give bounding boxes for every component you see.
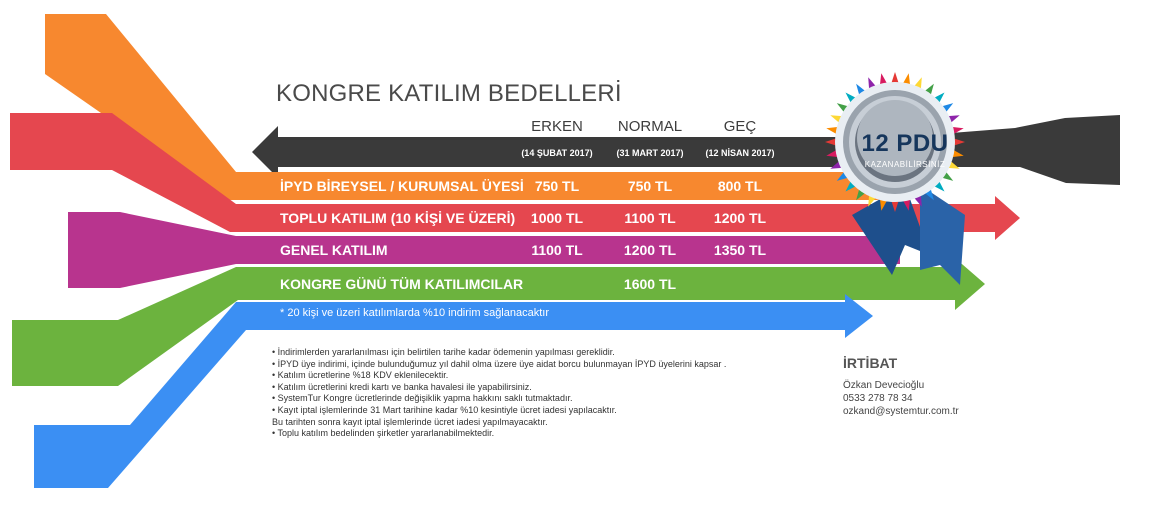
column-date-normal: (31 MART 2017) — [616, 148, 684, 158]
contact-name: Özkan Devecioğlu — [843, 380, 925, 391]
contact-heading: İRTİBAT — [843, 355, 898, 371]
list-item: • İPYD üye indirimi, içinde bulunduğumuz yıl dahil olma üzere üye aidat borcu bulunmayan İPYD üyelerini kapsar . — [272, 358, 727, 369]
page-title: KONGRE KATILIM BEDELLERİ — [276, 80, 622, 107]
column-header-normal: NORMAL — [617, 118, 683, 135]
price-member-normal: 750 TL — [627, 178, 673, 194]
row-label-congress-day: KONGRE GÜNÜ TÜM KATILIMCILAR — [280, 276, 524, 292]
column-header-erken: ERKEN — [531, 118, 583, 135]
row-label-member: İPYD BİREYSEL / KURUMSAL ÜYESİ — [280, 178, 524, 194]
column-header-gec: GEÇ — [723, 118, 757, 135]
price-congress-day-normal: 1600 TL — [623, 276, 677, 292]
list-item: • Katılım ücretlerine %18 KDV eklenilecektir. — [272, 370, 449, 381]
conditions-list — [272, 347, 726, 440]
price-general-gec: 1350 TL — [713, 242, 767, 258]
column-date-gec: (12 NİSAN 2017) — [705, 148, 775, 158]
price-member-erken: 750 TL — [534, 178, 580, 194]
price-general-normal: 1200 TL — [623, 242, 677, 258]
list-item: • Kayıt iptal işlemlerinde 31 Mart tarihine kadar %10 kesintiyle ücret iadesi yapılacaktır. — [272, 404, 617, 415]
list-item: • Toplu katılım bedelinden şirketler yararlanabilmektedir. — [272, 428, 495, 439]
contact-email[interactable]: ozkand@systemtur.com.tr — [843, 406, 959, 417]
price-group-gec: 1200 TL — [713, 210, 767, 226]
price-general-erken: 1100 TL — [531, 242, 583, 258]
list-item: • İndirimlerden yararlanılması için belirtilen tarihe kadar ödemenin yapılması gereklidir. — [272, 347, 615, 357]
badge-subtitle: KAZANABİLİRSİNİZ — [864, 160, 946, 169]
column-date-erken: (14 ŞUBAT 2017) — [521, 148, 593, 158]
price-member-gec: 800 TL — [717, 178, 763, 194]
list-item: Bu tarihten sonra kayıt iptal işlemlerinde ücret iadesi yapılmayacaktır. — [272, 416, 548, 427]
badge-title: 12 PDU — [861, 130, 949, 157]
row-label-general: GENEL KATILIM — [280, 242, 388, 258]
price-group-normal: 1100 TL — [624, 210, 676, 226]
price-group-erken: 1000 TL — [530, 210, 584, 226]
contact-block — [843, 355, 959, 418]
badge-label — [845, 130, 965, 169]
list-item: • Katılım ücretlerini kredi kartı ve banka havalesi ile yapabilirsiniz. — [272, 381, 532, 392]
list-item: • SystemTur Kongre ücretlerinde değişiklik yapma hakkını saklı tutmaktadır. — [272, 393, 573, 404]
contact-phone[interactable]: 0533 278 78 34 — [843, 393, 913, 404]
discount-note: * 20 kişi ve üzeri katılımlarda %10 indirim sağlanacaktır — [280, 307, 550, 319]
row-label-group: TOPLU KATILIM (10 KİŞİ VE ÜZERİ) — [280, 210, 516, 226]
